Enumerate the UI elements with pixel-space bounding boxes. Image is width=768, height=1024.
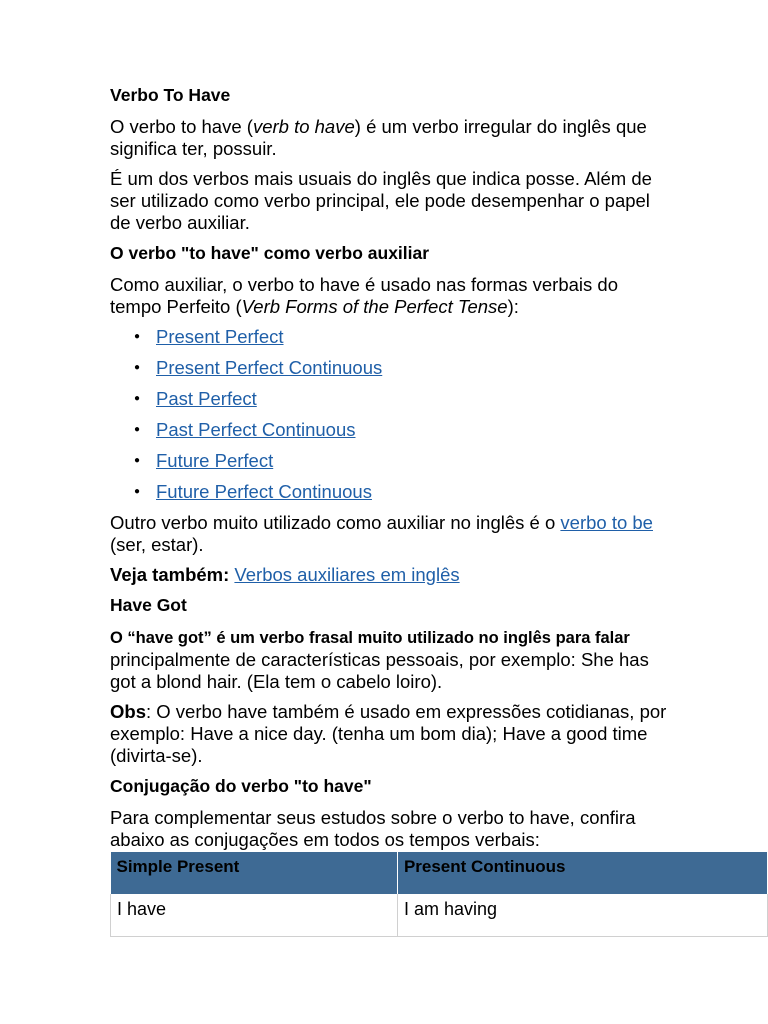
list-item xyxy=(134,357,670,379)
list-item xyxy=(134,419,670,441)
tense-link-past-perfect-continuous[interactable]: Past Perfect Continuous xyxy=(156,419,356,440)
tense-link-future-perfect[interactable]: Future Perfect xyxy=(156,450,274,471)
see-also-paragraph xyxy=(110,564,670,586)
conjugation-paragraph: Para complementar seus estudos sobre o verbo to have, confira abaixo as conjugações em todos os tempos verbais: xyxy=(110,807,636,850)
bullet-icon: ● xyxy=(134,424,141,435)
obs-paragraph: Obs: O verbo have também é usado em expressões cotidianas, por exemplo: Have a nice day. (tenha um bom dia); Have a good time (divirta-se). xyxy=(110,701,667,766)
bullet-icon: ● xyxy=(134,455,141,466)
list-item xyxy=(134,326,670,348)
conjugation-heading: Conjugação do verbo "to have" xyxy=(110,776,372,796)
table-header-row xyxy=(111,852,768,894)
perfect-tense-list xyxy=(110,326,670,503)
doc-title: Verbo To Have xyxy=(110,85,231,105)
list-item xyxy=(134,481,670,503)
aux-section-heading: O verbo "to have" como verbo auxiliar xyxy=(110,243,430,263)
auxiliary-verbs-link[interactable]: Verbos auxiliares em inglês xyxy=(234,564,460,585)
table-cell: I am having xyxy=(397,894,767,937)
see-also-label: Veja também: xyxy=(110,564,230,585)
have-got-paragraph: O “have got” é um verbo frasal muito utilizado no inglês para falar principalmente de características pessoais, por exemplo: She has got a blond hair. (Ela tem o cabelo loiro). xyxy=(110,629,649,692)
intro-paragraph-2: É um dos verbos mais usuais do inglês que indica posse. Além de ser utilizado como verbo principal, ele pode desempenhar o papel de verbo auxiliar. xyxy=(110,168,652,233)
table-cell: I have xyxy=(111,894,398,937)
conjugation-table xyxy=(110,852,768,937)
aux-section-paragraph: Como auxiliar, o verbo to have é usado nas formas verbais do tempo Perfeito (Verb Forms of the Perfect Tense): xyxy=(110,274,619,317)
tense-link-future-perfect-continuous[interactable]: Future Perfect Continuous xyxy=(156,481,372,502)
list-item xyxy=(134,388,670,410)
tense-link-past-perfect[interactable]: Past Perfect xyxy=(156,388,257,409)
tense-link-present-perfect[interactable]: Present Perfect xyxy=(156,326,284,347)
bullet-icon: ● xyxy=(134,393,141,404)
other-auxiliary-paragraph: Outro verbo muito utilizado como auxiliar no inglês é o verbo to be (ser, estar). xyxy=(110,512,653,555)
bullet-icon: ● xyxy=(134,486,141,497)
table-row xyxy=(111,894,768,937)
document-body xyxy=(110,84,670,859)
obs-label: Obs xyxy=(110,701,146,722)
column-header-simple-present: Simple Present xyxy=(111,852,398,894)
bullet-icon: ● xyxy=(134,362,141,373)
list-item xyxy=(134,450,670,472)
verbo-to-be-link[interactable]: verbo to be xyxy=(560,512,653,533)
column-header-present-continuous: Present Continuous xyxy=(397,852,767,894)
tense-link-present-perfect-continuous[interactable]: Present Perfect Continuous xyxy=(156,357,383,378)
have-got-heading: Have Got xyxy=(110,595,187,615)
intro-paragraph-1: O verbo to have (verb to have) é um verbo irregular do inglês que significa ter, possuir. xyxy=(110,116,647,159)
bullet-icon: ● xyxy=(134,331,141,342)
